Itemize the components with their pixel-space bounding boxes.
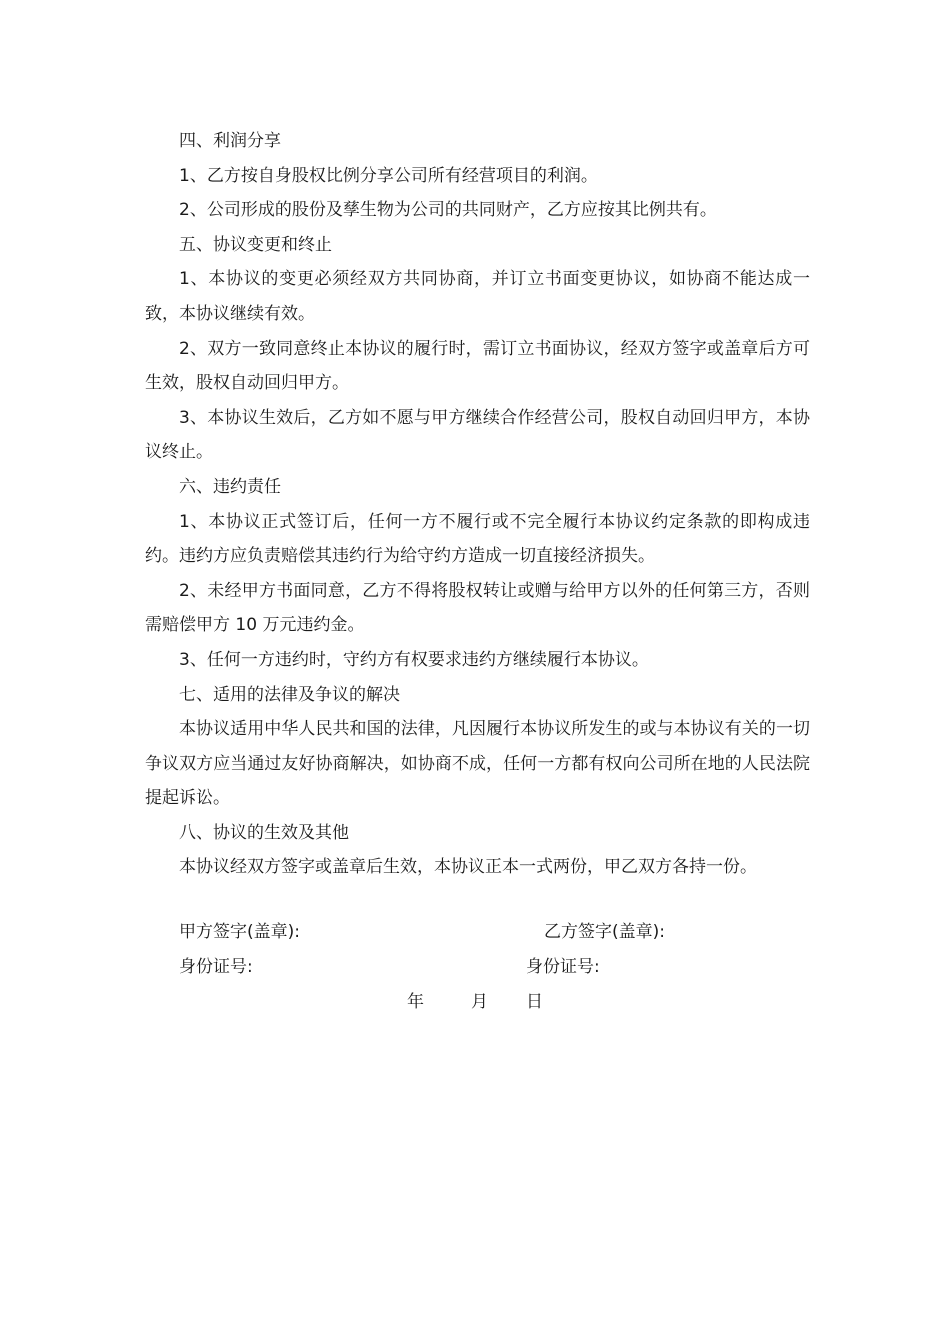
date-month-label: 月: [471, 992, 488, 1012]
clause-paragraph: 本协议经双方签字或盖章后生效，本协议正本一式两份，甲乙双方各持一份。: [179, 857, 757, 878]
clause-paragraph: 2、未经甲方书面同意，乙方不得将股权转让或赠与给甲方以外的任何第三方，否则需赔偿甲方 10 万元违约金。: [145, 580, 810, 636]
clause-paragraph: 本协议适用中华人民共和国的法律，凡因履行本协议所发生的或与本协议有关的一切争议双方应当通过友好协商解决，如协商不成，任何一方都有权向公司所在地的人民法院提起诉讼。: [145, 719, 810, 809]
clause-paragraph: 3、任何一方违约时，守约方有权要求违约方继续履行本协议。: [179, 649, 649, 670]
party-b-id-label: 身份证号:: [526, 957, 600, 977]
party-a-signature-label: 甲方签字(盖章):: [179, 922, 300, 942]
section-heading-change-termination: 五、协议变更和终止: [179, 234, 332, 255]
section-heading-law-disputes: 七、适用的法律及争议的解决: [179, 684, 400, 705]
clause-paragraph: 2、公司形成的股份及孳生物为公司的共同财产，乙方应按其比例共有。: [179, 200, 717, 221]
party-a-id-label: 身份证号:: [179, 957, 253, 977]
clause-paragraph: 3、本协议生效后，乙方如不愿与甲方继续合作经营公司，股权自动回归甲方，本协议终止。: [145, 407, 810, 463]
clause-paragraph: 1、乙方按自身股权比例分享公司所有经营项目的利润。: [179, 165, 598, 186]
date-day-label: 日: [526, 992, 543, 1012]
section-heading-liability: 六、违约责任: [179, 476, 281, 497]
section-heading-profit-sharing: 四、利润分享: [179, 131, 281, 151]
section-heading-effectiveness: 八、协议的生效及其他: [179, 822, 349, 843]
agreement-body: [145, 124, 810, 885]
party-b-signature-label: 乙方签字(盖章):: [544, 922, 665, 942]
clause-paragraph: 1、本协议的变更必须经双方共同协商，并订立书面变更协议，如协商不能达成一致，本协议继续有效。: [145, 269, 810, 324]
date-year-label: 年: [407, 992, 424, 1012]
clause-paragraph: 1、本协议正式签订后，任何一方不履行或不完全履行本协议约定条款的即构成违约。违约方应负责赔偿其违约行为给守约方造成一切直接经济损失。: [145, 511, 810, 567]
clause-paragraph: 2、双方一致同意终止本协议的履行时，需订立书面协议，经双方签字或盖章后方可生效，股权自动回归甲方。: [145, 338, 810, 394]
